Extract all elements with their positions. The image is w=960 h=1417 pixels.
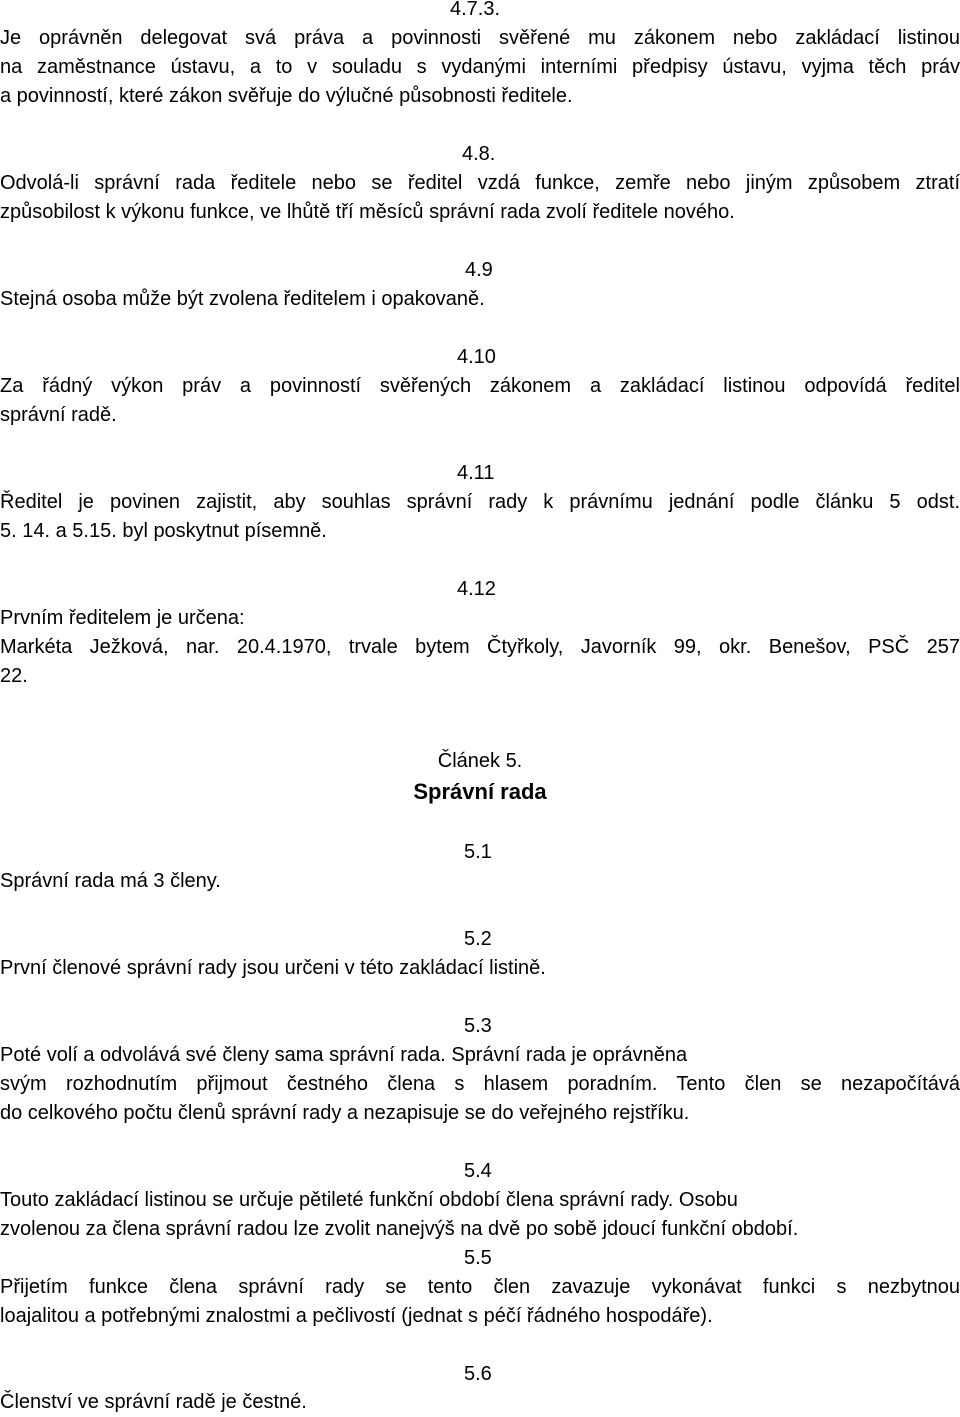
section-number-4-7-3: 4.7.3. (450, 0, 501, 20)
section-5-4-line-1: Touto zakládací listinou se určuje pětileté funkční období člena správní rady. Osobu (0, 1189, 738, 1211)
section-5-1-line-1: Správní rada má 3 členy. (0, 870, 221, 892)
section-4-7-3-line-1: Je oprávněn delegovat svá práva a povinnosti svěřené mu zákonem nebo zakládací listinou (0, 27, 960, 49)
section-5-6-line-1: Členství ve správní radě je čestné. (0, 1391, 307, 1413)
section-5-5-line-2: loajalitou a potřebnými znalostmi a pečlivostí (jednat s péčí řádného hospodáře). (0, 1305, 713, 1327)
section-4-11-line-2: 5. 14. a 5.15. byl poskytnut písemně. (0, 520, 327, 542)
section-number-5-3: 5.3 (464, 1015, 492, 1037)
section-5-3-line-2: svým rozhodnutím přijmout čestného člena s hlasem poradním. Tento člen se nezapočítává (0, 1073, 960, 1095)
section-4-10-line-2: správní radě. (0, 404, 117, 426)
section-number-4-9: 4.9 (465, 259, 493, 281)
section-4-12-line-3: 22. (0, 665, 28, 687)
section-number-4-8: 4.8. (462, 143, 496, 165)
section-5-5-line-1: Přijetím funkce člena správní rady se tento člen zavazuje vykonávat funkci s nezbytnou (0, 1276, 960, 1298)
section-5-4-line-2: zvolenou za člena správní radou lze zvolit nanejvýš na dvě po sobě jdoucí funkční období. (0, 1218, 799, 1240)
article-title: Správní rada (413, 779, 547, 804)
section-number-5-1: 5.1 (464, 841, 492, 863)
section-number-4-12: 4.12 (457, 578, 496, 600)
section-5-3-line-1: Poté volí a odvolává své členy sama správní rada. Správní rada je oprávněna (0, 1044, 688, 1066)
section-4-7-3-line-2: na zaměstnance ústavu, a to v souladu s vydanými interními předpisy ústavu, vyjma těch práv (0, 56, 960, 78)
section-4-7-3-line-3: a povinností, které zákon svěřuje do výlučné působnosti ředitele. (0, 85, 573, 107)
section-number-5-2: 5.2 (464, 928, 492, 950)
section-number-4-10: 4.10 (457, 346, 496, 368)
section-4-12-line-2: Markéta Ježková, nar. 20.4.1970, trvale bytem Čtyřkoly, Javorník 99, okr. Benešov, PSČ 257 (0, 636, 960, 658)
section-4-8-line-1: Odvolá-li správní rada ředitele nebo se ředitel vzdá funkce, zemře nebo jiným způsobem ztratí (0, 172, 960, 194)
section-4-12-line-1: Prvním ředitelem je určena: (0, 607, 245, 629)
section-4-9-line-1: Stejná osoba může být zvolena ředitelem i opakovaně. (0, 288, 485, 310)
section-4-10-line-1: Za řádný výkon práv a povinností svěřených zákonem a zakládací listinou odpovídá ředitel (0, 375, 960, 397)
article-label: Článek 5. (437, 750, 523, 772)
section-number-4-11: 4.11 (457, 462, 495, 484)
section-4-11-line-1: Ředitel je povinen zajistit, aby souhlas správní rady k právnímu jednání podle článku 5 odst. (0, 491, 960, 513)
section-5-3-line-3: do celkového počtu členů správní rady a nezapisuje se do veřejného rejstříku. (0, 1102, 690, 1124)
section-number-5-5: 5.5 (464, 1247, 492, 1269)
section-number-5-6: 5.6 (464, 1363, 492, 1385)
section-number-5-4: 5.4 (464, 1160, 492, 1182)
section-5-2-line-1: První členové správní rady jsou určeni v této zakládací listině. (0, 957, 546, 979)
section-4-8-line-2: způsobilost k výkonu funkce, ve lhůtě tří měsíců správní rada zvolí ředitele nového. (0, 201, 735, 223)
